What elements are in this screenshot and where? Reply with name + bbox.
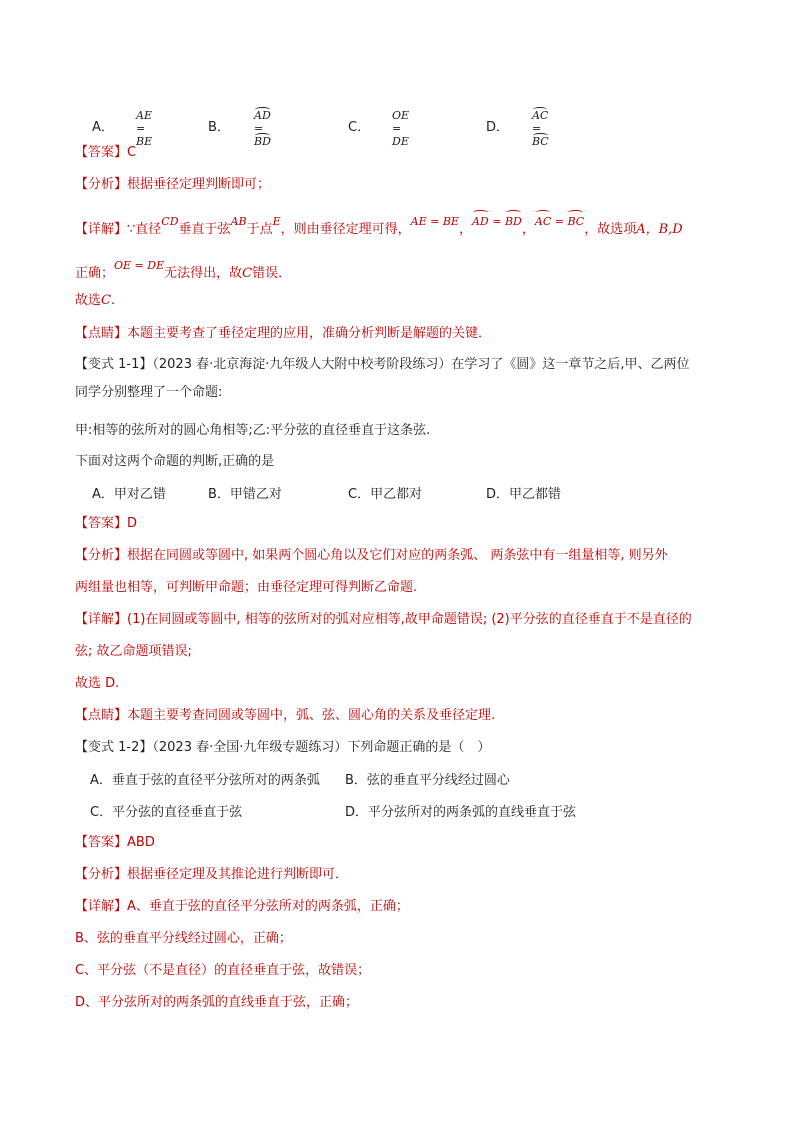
q0-analysis: 【分析】根据垂径定理判断即可； [75,177,271,192]
q2-stem: 【变式 1-2】（2023 春·全国·九年级专题练习）下列命题正确的是（ ） [75,740,491,755]
q1-option-b[interactable]: B．甲错乙对 [208,487,282,502]
q1-comment: 【点睛】本题主要考查同圆或等圆中，弧、弦、圆心角的关系及垂径定理. [75,708,496,723]
q1-answer: 【答案】D [75,516,138,531]
q0-detail-line3: 故选C. [75,293,116,308]
q2-option-b[interactable]: B．弦的垂直平分线经过圆心 [345,773,510,788]
q0-option-a[interactable]: A． AE = BE [92,109,153,148]
q2-option-a[interactable]: A．垂直于弦的直径平分弦所对的两条弧 [90,773,320,788]
q1-option-a[interactable]: A．甲对乙错 [92,487,166,502]
q2-detail-line4: D、平分弦所对的两条弧的直线垂直于弦，正确； [75,995,359,1010]
q1-option-c[interactable]: C．甲乙都对 [348,487,423,502]
q2-option-d[interactable]: D．平分弦所对的两条弧的直线垂直于弦 [345,805,577,820]
q1-stem-line4: 下面对这两个命题的判断,正确的是 [75,454,275,469]
q0-answer: 【答案】C [75,145,137,160]
q0-detail-line1: 【详解】∵直径$^{CD}$垂直于弦$^{AB}$于点$^E$，则由垂径定理可得，$^{AE = BE}$，$^{AD = BD}$，$^{AC = BC}$，故选项A，B,D [75,220,683,240]
q1-stem-line2: 同学分别整理了一个命题: [75,385,223,400]
q0-option-c[interactable]: C． OE = DE [348,109,410,148]
q1-analysis-line2: 两组量也相等，可判断甲命题；由垂径定理可得判断乙命题. [75,580,418,595]
q0-option-d[interactable]: D． AC = BC [486,109,549,148]
q0-detail-line2: 正确；$^{OE = DE}$无法得出，故C错误． [75,259,292,281]
q2-answer: 【答案】ABD [75,835,155,850]
q0-option-b-expr: AD = BD [254,109,271,148]
q0-option-a-expr: AE = BE [136,109,153,148]
q0-comment: 【点睛】本题主要考查了垂径定理的应用，准确分析判断是解题的关键． [75,326,492,341]
q1-detail-line3: 故选 D. [75,676,120,691]
q2-detail-line1: 【详解】A、垂直于弦的直径平分弦所对的两条弧，正确； [75,899,409,914]
q1-stem-line3: 甲:相等的弦所对的圆心角相等;乙:平分弦的直径垂直于这条弦. [75,423,431,438]
q0-option-c-expr: OE = DE [392,109,410,148]
q2-option-c[interactable]: C．平分弦的直径垂直于弦 [90,805,243,820]
q1-option-d[interactable]: D．甲乙都错 [486,487,562,502]
q1-detail-line2: 弦; 故乙命题项错误; [75,644,192,659]
q2-detail-line2: B、弦的垂直平分线经过圆心，正确； [75,931,292,946]
q0-option-b[interactable]: B． AD = BD [208,109,271,148]
q2-analysis: 【分析】根据垂径定理及其推论进行判断即可． [75,867,349,882]
q1-detail-line1: 【详解】(1)在同圆或等圆中, 相等的弦所对的弧对应相等,故甲命题错误; (2)平分弦的直径垂直于不是直径的 [75,612,692,627]
q2-detail-line3: C、平分弦（不是直径）的直径垂直于弦，故错误； [75,963,371,978]
q0-option-d-expr: AC = BC [532,109,549,148]
q1-analysis-line1: 【分析】根据在同圆或等圆中, 如果两个圆心角以及它们对应的两条弧、 两条弦中有一组量相等, 则另外 [75,548,668,563]
q1-stem-line1: 【变式 1-1】（2023 春·北京海淀·九年级人大附中校考阶段练习）在学习了《圆》这一章节之后,甲、乙两位 [75,357,690,372]
